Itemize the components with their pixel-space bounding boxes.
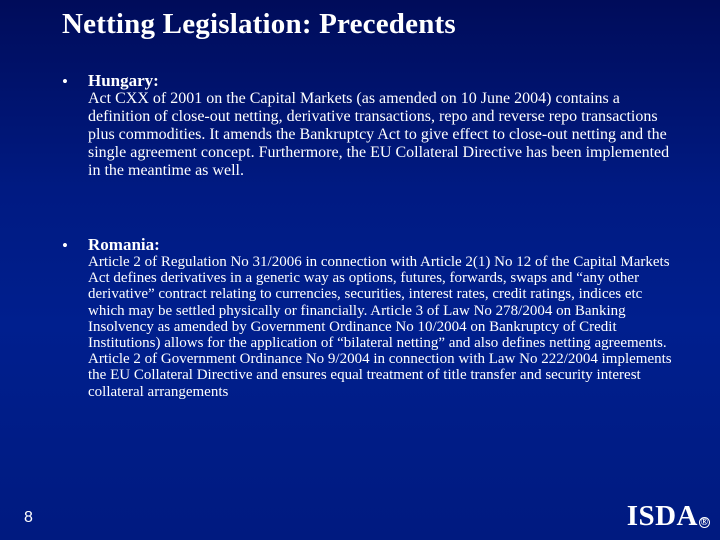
slide-title: Netting Legislation: Precedents — [62, 8, 456, 40]
bullet-body-romania: Article 2 of Regulation No 31/2006 in connection with Article 2(1) No 12 of the Capital Markets Act defines derivatives in a generic way as options, futures, forwards, swaps and “any other derivative” contract relating to currencies, securities, interest rates, credit ratings, indices etc which may be settled physically or financially. Article 3 of Law No 278/2004 on Banking Insolvency as amended by Government Ordinance No 10/2004 on Bankruptcy of Credit Institutions) allows for the application of “bilateral netting” and also defines netting agreements. Article 2 of Government Ordinance No 9/2004 in connection with Law No 222/2004 implements the EU Collateral Directive and ensures equal treatment of title transfer and security interest collateral arrangements — [88, 254, 672, 400]
bullet-hungary — [62, 72, 680, 180]
bullet-body-hungary: Act CXX of 2001 on the Capital Markets (as amended on 10 June 2004) contains a definition of close-out netting, derivative transactions, repo and reverse repo transactions plus commodities. It amends the Bankruptcy Act to give effect to close-out netting and the single agreement concept. Furthermore, the EU Collateral Directive has been implemented in the meantime as well. — [88, 90, 670, 179]
page-number: 8 — [24, 509, 33, 526]
bullet-heading-romania: Romania: — [88, 235, 160, 254]
registered-mark-icon: ® — [700, 517, 709, 528]
bullet-marker: • — [62, 236, 68, 255]
logo-text: ISDA — [626, 500, 698, 532]
bullet-marker: • — [62, 72, 68, 91]
bullet-romania — [62, 236, 680, 400]
bullet-heading-hungary: Hungary: — [88, 71, 159, 90]
isda-logo — [627, 500, 710, 533]
